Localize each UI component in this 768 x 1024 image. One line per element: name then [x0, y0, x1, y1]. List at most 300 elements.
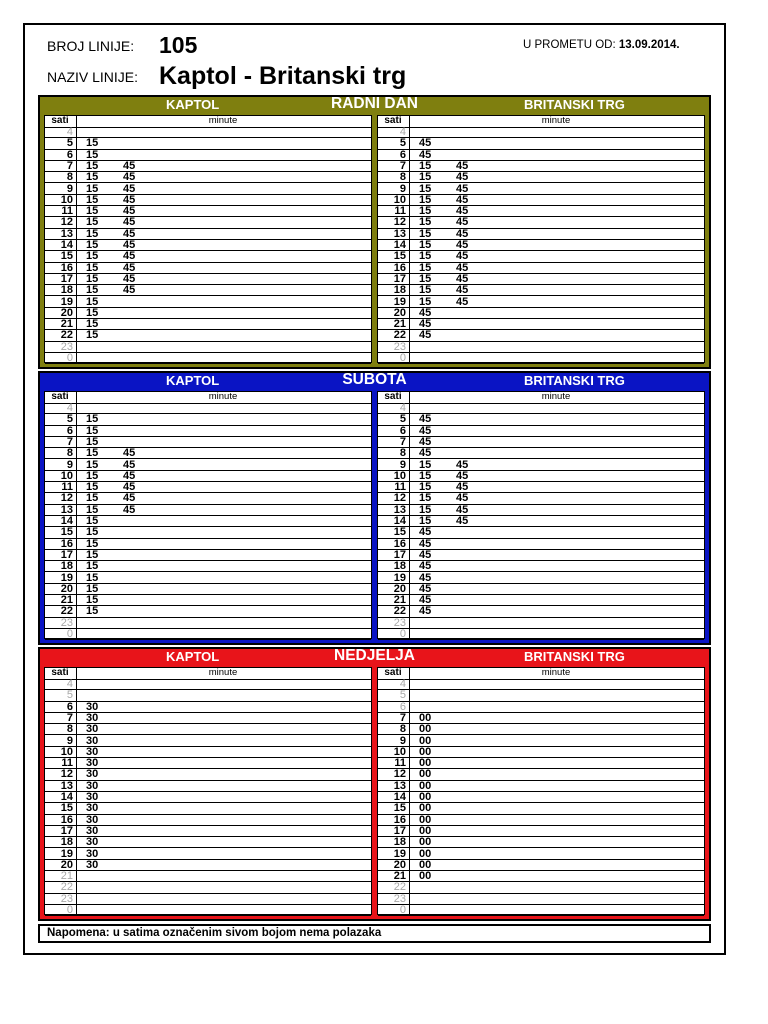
table-row [378, 493, 704, 504]
minute-cell: 45 [456, 239, 469, 251]
hour-cell: 17 [60, 548, 73, 561]
hour-cell: 23 [60, 616, 73, 629]
hour-cell: 16 [393, 537, 406, 550]
hour-cell: 8 [399, 447, 406, 460]
hour-cell: 4 [399, 678, 406, 690]
hour-cell: 0 [399, 628, 406, 640]
minute-cell: 45 [456, 216, 469, 229]
minute-cell: 45 [419, 137, 432, 150]
hour-cell: 20 [60, 582, 73, 595]
hour-cell: 13 [393, 779, 406, 792]
minute-cell: 30 [86, 824, 99, 837]
hour-cell: 15 [393, 526, 406, 539]
table-row [45, 342, 371, 353]
hour-cell: 23 [393, 616, 406, 629]
minute-cell: 15 [86, 413, 99, 426]
minute-cell: 45 [456, 182, 469, 195]
minute-cell: 15 [86, 295, 99, 308]
hour-cell: 21 [393, 594, 406, 607]
hour-cell: 15 [393, 802, 406, 815]
table-row [45, 882, 371, 893]
hour-cell: 21 [393, 318, 406, 331]
section-subota [38, 371, 711, 645]
minute-cell: 45 [419, 605, 432, 618]
minute-cell: 45 [123, 481, 136, 494]
minute-cell: 45 [123, 216, 136, 229]
hour-cell: 6 [399, 700, 406, 713]
right-terminal-label: BRITANSKI TRG [524, 649, 625, 664]
hour-cell: 16 [393, 813, 406, 826]
minute-cell: 30 [86, 757, 99, 770]
hour-cell: 11 [394, 481, 406, 494]
hour-cell: 12 [60, 768, 73, 781]
hour-cell: 6 [66, 424, 73, 437]
table-row [378, 353, 704, 364]
hour-cell: 5 [399, 137, 406, 150]
hour-cell: 11 [61, 205, 73, 218]
minute-cell: 15 [86, 193, 99, 206]
hour-cell: 13 [393, 503, 406, 516]
minute-cell: 15 [419, 295, 432, 308]
table-row [378, 871, 704, 882]
hour-cell: 0 [399, 352, 406, 364]
minute-cell: 45 [456, 284, 469, 297]
hour-cell: 5 [66, 413, 73, 426]
right-timetable-panel [377, 391, 705, 639]
minute-cell: 45 [123, 492, 136, 505]
hour-cell: 12 [393, 492, 406, 505]
hour-cell: 7 [399, 159, 406, 172]
table-row [45, 353, 371, 364]
minute-cell: 00 [419, 768, 432, 781]
minute-cell: 45 [456, 193, 469, 206]
minute-cell: 00 [419, 824, 432, 837]
minute-cell: 45 [123, 159, 136, 172]
valid-from [523, 39, 680, 51]
hour-cell: 19 [60, 847, 73, 860]
table-row [378, 561, 704, 572]
minute-cell: 15 [86, 329, 99, 342]
table-row [378, 769, 704, 780]
section-title: RADNI DAN [331, 95, 418, 112]
hour-cell: 23 [60, 340, 73, 353]
minute-cell: 45 [419, 148, 432, 161]
minute-cell: 15 [86, 182, 99, 195]
hour-cell: 23 [60, 892, 73, 905]
minute-cell: 15 [86, 159, 99, 172]
hour-cell: 14 [60, 515, 73, 527]
minute-cell: 45 [123, 239, 136, 251]
left-timetable-panel [44, 391, 372, 639]
minute-cell: 45 [456, 469, 469, 482]
left-terminal-label: KAPTOL [166, 97, 220, 112]
minute-cell: 00 [419, 723, 432, 736]
minute-cell: 45 [456, 295, 469, 308]
minute-cell: 30 [86, 723, 99, 736]
minute-cell: 15 [86, 171, 99, 184]
hour-cell: 8 [66, 447, 73, 460]
minute-cell: 15 [419, 272, 432, 285]
valid-from-date: 13.09.2014. [618, 39, 680, 51]
minute-cell: 15 [419, 216, 432, 229]
hour-cell: 8 [399, 723, 406, 736]
hour-cell: 13 [60, 503, 73, 516]
hour-column-header: sati [51, 391, 69, 402]
table-row [45, 172, 371, 183]
hour-cell: 18 [393, 560, 406, 573]
minute-cell: 45 [123, 227, 136, 240]
minute-cell: 15 [86, 605, 99, 618]
minute-cell: 45 [456, 159, 469, 172]
minute-cell: 45 [419, 318, 432, 331]
minute-cell: 45 [123, 261, 136, 274]
minute-cell: 00 [419, 870, 432, 883]
hour-cell: 18 [60, 560, 73, 573]
table-row [45, 414, 371, 425]
hour-cell: 16 [60, 261, 73, 274]
hour-cell: 6 [399, 148, 406, 161]
hour-cell: 21 [393, 870, 406, 883]
hour-cell: 18 [393, 836, 406, 849]
minute-cell: 15 [419, 503, 432, 516]
section-title: SUBOTA [342, 371, 407, 388]
hour-cell: 9 [399, 458, 406, 471]
minute-cell: 15 [86, 560, 99, 573]
minute-cell: 45 [456, 250, 469, 263]
minute-cell: 00 [419, 734, 432, 747]
minute-cell: 45 [123, 284, 136, 297]
hour-cell: 14 [393, 239, 406, 251]
hour-cell: 18 [393, 284, 406, 297]
table-row [45, 769, 371, 780]
hour-cell: 22 [60, 881, 73, 894]
minute-cell: 15 [419, 227, 432, 240]
hour-cell: 14 [393, 515, 406, 527]
valid-from-label: U PROMETU OD: [523, 39, 616, 51]
minute-cell: 15 [419, 239, 432, 251]
right-timetable-panel [377, 667, 705, 915]
hour-cell: 9 [66, 182, 73, 195]
minute-cell: 45 [419, 548, 432, 561]
hour-cell: 19 [393, 295, 406, 308]
minute-cell: 45 [419, 329, 432, 342]
hour-cell: 12 [60, 216, 73, 229]
hour-cell: 20 [60, 306, 73, 319]
right-timetable-panel [377, 115, 705, 363]
hour-cell: 4 [399, 402, 406, 414]
hour-cell: 17 [60, 824, 73, 837]
hour-cell: 17 [393, 548, 406, 561]
minute-cell: 45 [456, 272, 469, 285]
minute-cell: 45 [456, 205, 469, 218]
table-row [45, 138, 371, 149]
table-row [378, 618, 704, 629]
table-row [378, 724, 704, 735]
hour-cell: 20 [60, 858, 73, 871]
hour-cell: 11 [394, 757, 406, 770]
hour-cell: 16 [60, 813, 73, 826]
hour-cell: 17 [60, 272, 73, 285]
minute-cell: 00 [419, 802, 432, 815]
minute-cell: 30 [86, 779, 99, 792]
hour-cell: 19 [393, 571, 406, 584]
hour-cell: 22 [60, 605, 73, 618]
hour-column-header: sati [51, 667, 69, 678]
minute-cell: 15 [86, 435, 99, 448]
table-row [378, 342, 704, 353]
table-row [45, 860, 371, 871]
hour-cell: 10 [60, 193, 73, 206]
section-header [40, 649, 709, 667]
minute-cell: 15 [86, 492, 99, 505]
route-number-label: BROJ LINIJE: [47, 38, 135, 54]
minute-cell: 45 [123, 503, 136, 516]
hour-cell: 9 [399, 182, 406, 195]
table-row [45, 837, 371, 848]
hour-column-header: sati [51, 115, 69, 126]
minutes-column-header: minute [208, 667, 238, 678]
hour-cell: 4 [66, 126, 73, 138]
minute-cell: 30 [86, 813, 99, 826]
table-row [378, 330, 704, 341]
minute-cell: 15 [86, 284, 99, 297]
hour-cell: 20 [393, 858, 406, 871]
minute-cell: 15 [86, 526, 99, 539]
minute-cell: 30 [86, 847, 99, 860]
hour-cell: 4 [66, 678, 73, 690]
minute-cell: 15 [419, 250, 432, 263]
table-row [45, 618, 371, 629]
table-row [378, 285, 704, 296]
hour-column-header: sati [384, 667, 402, 678]
hour-cell: 22 [393, 881, 406, 894]
hour-cell: 14 [60, 239, 73, 251]
hour-cell: 15 [60, 250, 73, 263]
minute-cell: 15 [419, 481, 432, 494]
minute-cell: 15 [86, 537, 99, 550]
table-row [45, 330, 371, 341]
minute-cell: 15 [86, 148, 99, 161]
hour-column-header: sati [384, 391, 402, 402]
minute-cell: 15 [86, 515, 99, 527]
minute-cell: 15 [86, 469, 99, 482]
minutes-column-header: minute [541, 391, 571, 402]
left-timetable-panel [44, 115, 372, 363]
route-name: Kaptol - Britanski trg [159, 62, 407, 90]
minute-cell: 15 [86, 447, 99, 460]
hour-cell: 13 [60, 779, 73, 792]
hour-cell: 8 [399, 171, 406, 184]
minute-cell: 15 [86, 481, 99, 494]
minute-cell: 15 [86, 205, 99, 218]
section-header [40, 373, 709, 391]
hour-cell: 7 [66, 159, 73, 172]
minute-cell: 30 [86, 745, 99, 758]
hour-cell: 23 [393, 892, 406, 905]
hour-cell: 19 [60, 295, 73, 308]
minute-cell: 45 [419, 594, 432, 607]
hour-cell: 9 [66, 734, 73, 747]
table-row [378, 414, 704, 425]
hour-cell: 22 [60, 329, 73, 342]
hour-cell: 18 [60, 836, 73, 849]
minute-cell: 45 [456, 481, 469, 494]
minute-cell: 00 [419, 791, 432, 803]
hour-cell: 14 [60, 791, 73, 803]
minute-cell: 45 [456, 492, 469, 505]
minute-cell: 15 [86, 548, 99, 561]
minute-cell: 45 [456, 503, 469, 516]
table-row [45, 871, 371, 882]
minute-cell: 30 [86, 700, 99, 713]
minute-cell: 15 [86, 250, 99, 263]
hour-cell: 20 [393, 306, 406, 319]
minute-cell: 45 [123, 193, 136, 206]
table-row [378, 138, 704, 149]
hour-cell: 15 [60, 802, 73, 815]
hour-cell: 16 [60, 537, 73, 550]
hour-cell: 14 [393, 791, 406, 803]
table-row [45, 251, 371, 262]
hour-cell: 6 [399, 424, 406, 437]
table-row [378, 527, 704, 538]
minute-cell: 15 [86, 272, 99, 285]
minute-cell: 15 [86, 306, 99, 319]
minute-cell: 45 [123, 447, 136, 460]
minute-cell: 15 [419, 205, 432, 218]
hour-cell: 8 [66, 723, 73, 736]
left-terminal-label: KAPTOL [166, 649, 220, 664]
section-title: NEDJELJA [334, 647, 415, 664]
hour-cell: 0 [66, 904, 73, 916]
minute-cell: 45 [419, 306, 432, 319]
table-row [45, 894, 371, 905]
left-terminal-label: KAPTOL [166, 373, 220, 388]
table-row [378, 448, 704, 459]
right-terminal-label: BRITANSKI TRG [524, 373, 625, 388]
minutes-column-header: minute [208, 115, 238, 126]
minute-cell: 00 [419, 745, 432, 758]
hour-cell: 11 [61, 481, 73, 494]
hour-column-header: sati [384, 115, 402, 126]
hour-cell: 10 [60, 469, 73, 482]
minute-cell: 15 [86, 261, 99, 274]
table-row [45, 493, 371, 504]
table-row [45, 217, 371, 228]
table-row [378, 217, 704, 228]
table-row [45, 606, 371, 617]
minute-cell: 45 [456, 171, 469, 184]
minute-cell: 30 [86, 734, 99, 747]
hour-cell: 18 [60, 284, 73, 297]
hour-cell: 17 [393, 824, 406, 837]
hour-cell: 7 [66, 711, 73, 724]
hour-cell: 21 [60, 594, 73, 607]
hour-cell: 21 [60, 318, 73, 331]
minutes-column-header: minute [541, 667, 571, 678]
hour-cell: 11 [394, 205, 406, 218]
right-terminal-label: BRITANSKI TRG [524, 97, 625, 112]
minute-cell: 00 [419, 836, 432, 849]
hour-cell: 20 [393, 582, 406, 595]
minute-cell: 30 [86, 791, 99, 803]
table-row [45, 448, 371, 459]
table-row [45, 629, 371, 640]
table-row [378, 629, 704, 640]
hour-cell: 7 [66, 435, 73, 448]
hour-cell: 5 [399, 413, 406, 426]
table-row [378, 606, 704, 617]
table-row [45, 679, 371, 690]
hour-cell: 5 [66, 689, 73, 702]
minute-cell: 15 [419, 515, 432, 527]
hour-cell: 0 [66, 628, 73, 640]
minute-cell: 45 [456, 458, 469, 471]
hour-cell: 10 [393, 193, 406, 206]
minute-cell: 15 [86, 594, 99, 607]
minute-cell: 15 [419, 261, 432, 274]
hour-cell: 22 [393, 605, 406, 618]
minute-cell: 15 [86, 503, 99, 516]
hour-cell: 5 [66, 137, 73, 150]
route-number: 105 [159, 32, 198, 58]
minute-cell: 15 [419, 193, 432, 206]
minute-cell: 15 [419, 469, 432, 482]
hour-cell: 12 [393, 768, 406, 781]
route-name-label: NAZIV LINIJE: [47, 69, 139, 85]
hour-cell: 6 [66, 700, 73, 713]
section-header [40, 97, 709, 115]
section-nedjelja [38, 647, 711, 921]
minute-cell: 45 [456, 227, 469, 240]
hour-cell: 19 [393, 847, 406, 860]
hour-cell: 0 [66, 352, 73, 364]
hour-cell: 6 [66, 148, 73, 161]
hour-cell: 0 [399, 904, 406, 916]
hour-cell: 11 [61, 757, 73, 770]
minute-cell: 30 [86, 836, 99, 849]
hour-cell: 10 [393, 469, 406, 482]
hour-cell: 22 [393, 329, 406, 342]
table-row [378, 172, 704, 183]
table-row [45, 724, 371, 735]
table-row [45, 285, 371, 296]
hour-cell: 4 [399, 126, 406, 138]
note: Napomena: u satima označenim sivom bojom nema polazaka [38, 924, 711, 943]
table-row [45, 527, 371, 538]
table-row [378, 882, 704, 893]
hour-cell: 13 [60, 227, 73, 240]
minute-cell: 45 [123, 171, 136, 184]
minute-cell: 45 [419, 560, 432, 573]
minute-cell: 00 [419, 711, 432, 724]
minute-cell: 30 [86, 802, 99, 815]
table-row [378, 251, 704, 262]
hour-cell: 9 [66, 458, 73, 471]
hour-cell: 17 [393, 272, 406, 285]
table-row [378, 690, 704, 701]
minute-cell: 30 [86, 768, 99, 781]
minute-cell: 15 [86, 571, 99, 584]
minute-cell: 45 [419, 571, 432, 584]
hour-cell: 16 [393, 261, 406, 274]
minute-cell: 45 [123, 458, 136, 471]
table-row [378, 679, 704, 690]
minute-cell: 45 [419, 424, 432, 437]
minute-cell: 00 [419, 847, 432, 860]
hour-cell: 10 [393, 745, 406, 758]
minute-cell: 45 [123, 250, 136, 263]
